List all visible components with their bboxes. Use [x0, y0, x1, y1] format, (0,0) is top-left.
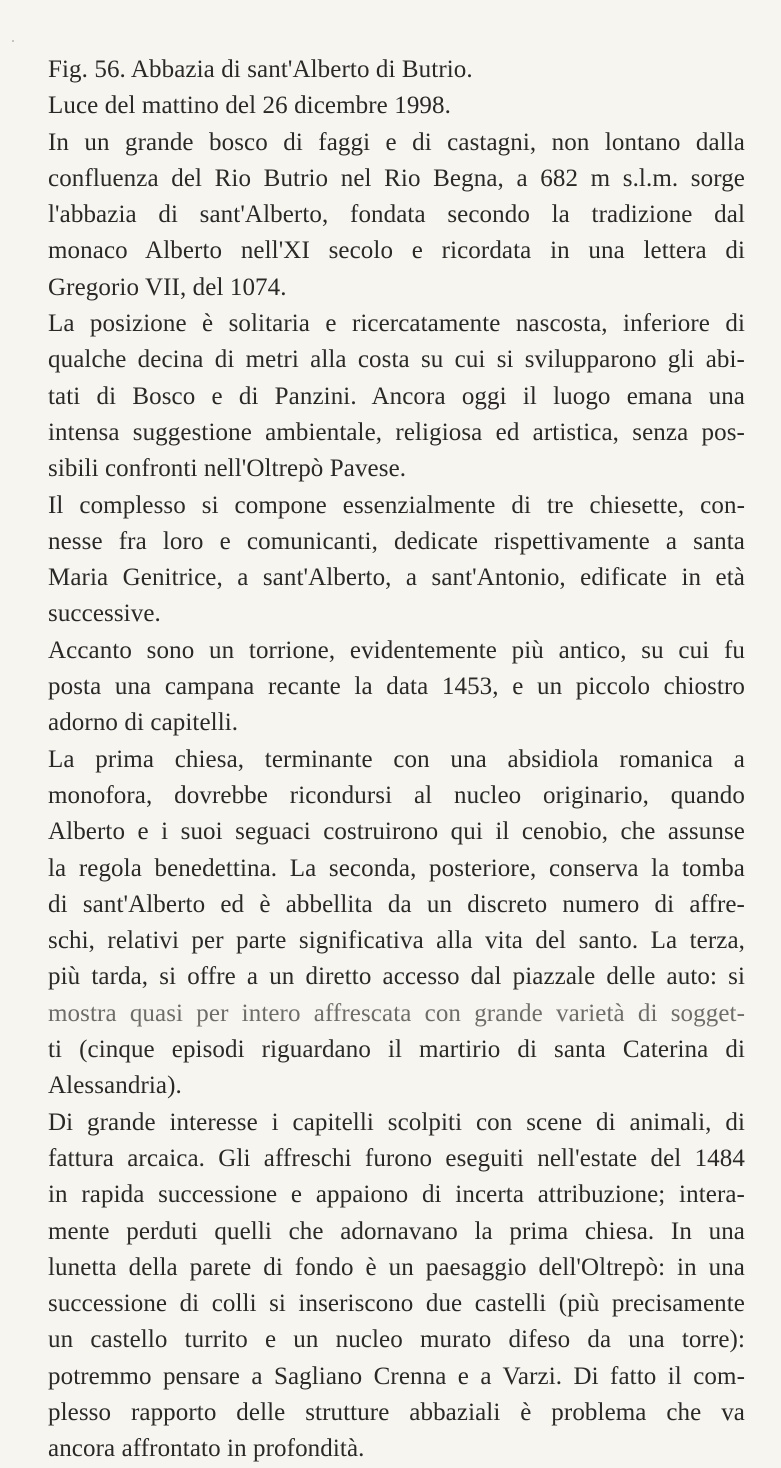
text-line: la regola benedettina. La seconda, posteriore, conserva la tomba — [48, 854, 745, 882]
text-line: successione di colli si inseriscono due castelli (più precisamente — [48, 1290, 745, 1318]
text-line: potremmo pensare a Sagliano Crenna e a Varzi. Di fatto il com- — [48, 1362, 745, 1390]
paragraph — [48, 306, 745, 487]
paragraph — [48, 1105, 745, 1468]
text-line: mostra quasi per intero affrescata con grande varietà di sogget- — [48, 999, 745, 1027]
text-line: plesso rapporto delle strutture abbaziali è problema che va — [48, 1398, 745, 1426]
paragraph — [48, 125, 745, 306]
text-line: fattura arcaica. Gli affreschi furono eseguiti nell'estate del 1484 — [48, 1144, 745, 1172]
text-line: qualche decina di metri alla costa su cui si svilupparono gli abi- — [48, 346, 745, 374]
text-line: l'abbazia di sant'Alberto, fondata secondo la tradizione dal — [48, 201, 745, 229]
text-line: monaco Alberto nell'XI secolo e ricordata in una lettera di — [48, 237, 745, 265]
text-line: Alberto e i suoi seguaci costruirono qui il cenobio, che assunse — [48, 818, 745, 846]
text-line: La prima chiesa, terminante con una absidiola romanica a — [48, 745, 745, 773]
paragraph — [48, 488, 745, 633]
paragraph — [48, 742, 745, 1105]
paragraph — [48, 633, 745, 742]
text-line: Di grande interesse i capitelli scolpiti con scene di animali, di — [48, 1108, 745, 1136]
text-line: Maria Genitrice, a sant'Alberto, a sant'Antonio, edificate in età — [48, 564, 745, 592]
text-line: monofora, dovrebbe ricondursi al nucleo originario, quando — [48, 781, 745, 809]
text-line: nesse fra loro e comunicanti, dedicate rispettivamente a santa — [48, 527, 745, 555]
text-line: ancora affrontato in profondità. — [48, 1435, 365, 1463]
text-line: mente perduti quelli che adornavano la prima chiesa. In una — [48, 1217, 745, 1245]
text-line: Gregorio VII, del 1074. — [48, 273, 287, 301]
text-line: Luce del mattino del 26 dicembre 1998. — [48, 92, 451, 120]
text-line: schi, relativi per parte significativa alla vita del santo. La terza, — [48, 927, 745, 955]
text-line: posta una campana recante la data 1453, e un piccolo chiostro — [48, 673, 745, 701]
text-line: La posizione è solitaria e ricercatamente nascosta, inferiore di — [48, 310, 745, 338]
text-line: Alessandria). — [48, 1072, 182, 1100]
text-line: sibili confronti nell'Oltrepò Pavese. — [48, 455, 407, 483]
text-line: intensa suggestione ambientale, religiosa ed artistica, senza pos- — [48, 418, 745, 446]
text-line: in rapida successione e appaiono di incerta attribuzione; intera- — [48, 1181, 745, 1209]
text-line: tati di Bosco e di Panzini. Ancora oggi il luogo emana una — [48, 382, 745, 410]
text-line: In un grande bosco di faggi e di castagni, non lontano dalla — [48, 128, 745, 156]
text-line: Accanto sono un torrione, evidentemente più antico, su cui fu — [48, 636, 745, 664]
text-line: Fig. 56. Abbazia di sant'Alberto di Butrio. — [48, 56, 473, 83]
text-line: successive. — [48, 600, 161, 628]
document-page — [48, 52, 745, 1468]
text-line: ti (cinque episodi riguardano il martirio di santa Caterina di — [48, 1036, 745, 1064]
text-line: lunetta della parete di fondo è un paesaggio dell'Oltrepò: in una — [48, 1253, 745, 1281]
scan-speck — [12, 40, 14, 42]
text-line: Il complesso si compone essenzialmente di tre chiesette, con- — [48, 491, 745, 519]
text-line: più tarda, si offre a un diretto accesso dal piazzale delle auto: si — [48, 963, 745, 991]
text-line: di sant'Alberto ed è abbellita da un discreto numero di affre- — [48, 890, 745, 918]
text-line: un castello turrito e un nucleo murato difeso da una torre): — [48, 1326, 745, 1354]
text-line: adorno di capitelli. — [48, 709, 239, 737]
text-line: confluenza del Rio Butrio nel Rio Begna, a 682 m s.l.m. sorge — [48, 164, 745, 192]
paragraph — [48, 52, 745, 125]
